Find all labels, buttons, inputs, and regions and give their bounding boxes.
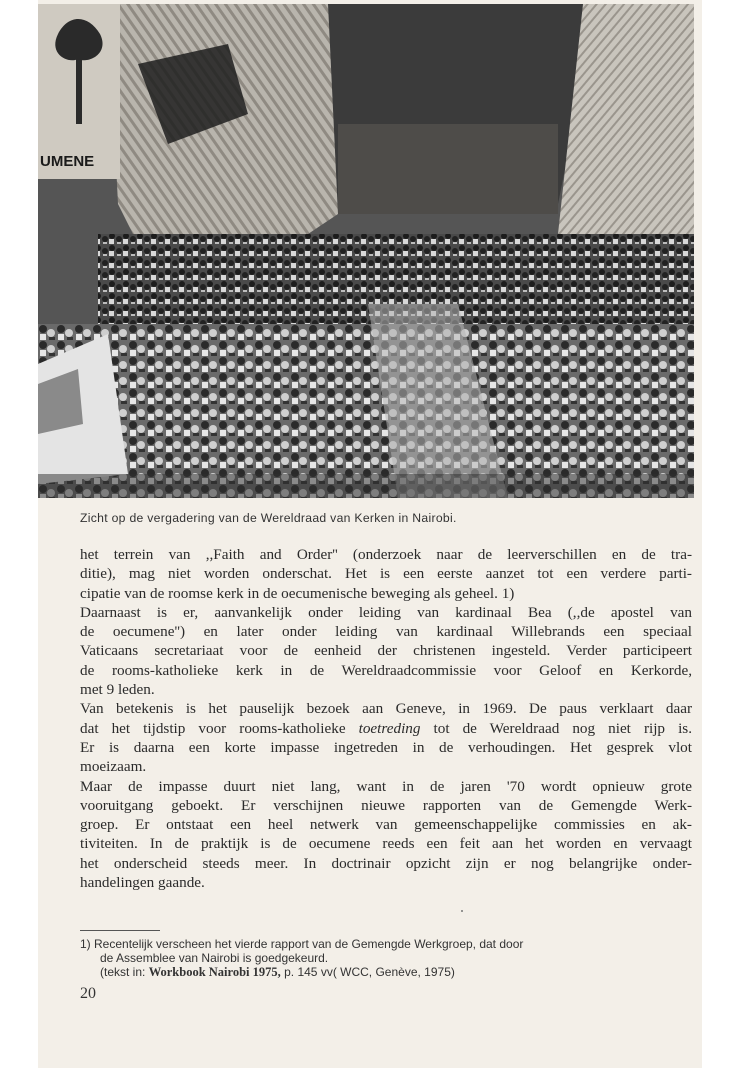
stray-dot	[461, 910, 463, 912]
body-line: Van betekenis is het pauselijk bezoek aan Geneve, in 1969. De paus verklaart daar	[80, 700, 692, 718]
body-line: handelingen gaande.	[80, 874, 205, 892]
emphasis-term: toetreding	[358, 719, 421, 737]
body-line: de oecumene'') en later onder leiding van kardinaal Willebrands een speciaal	[80, 623, 692, 641]
assembly-photo	[38, 4, 694, 498]
footnote-divider	[80, 930, 160, 931]
footnote-line-2: de Assemblee van Nairobi is goedgekeurd.	[100, 951, 329, 965]
page-number: 20	[80, 985, 96, 1002]
body-line: Daarnaast is er, aanvankelijk onder leiding van kardinaal Bea (,,de apostel van	[80, 603, 692, 621]
banner-text: UMENE	[40, 153, 95, 170]
body-line: Er is daarna een korte impasse ingetreden in de verhoudingen. Het gesprek vlot	[80, 738, 692, 756]
body-line: tiviteiten. In de praktijk is de oecumene reeds een feit aan het worden en vervaagt	[80, 835, 692, 853]
footnote-title: Workbook Nairobi 1975,	[148, 965, 281, 979]
footnote-post: p. 145 vv( WCC, Genève, 1975)	[280, 965, 455, 979]
body-line: met 9 leden.	[80, 681, 155, 699]
photo-caption: Zicht op de vergadering van de Wereldraad van Kerken in Nairobi.	[80, 511, 457, 525]
body-line: ditie), mag niet worden onderschat. Het is een eerste aanzet tot een verdere parti-	[80, 565, 692, 583]
body-text	[80, 545, 692, 892]
footnote-line-1: 1) Recentelijk verscheen het vierde rapport van de Gemengde Werkgroep, dat door	[80, 937, 524, 951]
body-line: Maar de impasse duurt niet lang, want in de jaren '70 wordt opnieuw grote	[80, 777, 692, 795]
footnote-pre: (tekst in:	[100, 965, 149, 979]
photo-illustration	[38, 4, 694, 498]
body-line: groep. Er ontstaat een heel netwerk van gemeenschappelijke commissies en ak-	[80, 816, 692, 834]
body-line: vooruitgang geboekt. Er verschijnen nieuwe rapporten van de Gemengde Werk-	[80, 796, 692, 814]
body-line: moeizaam.	[80, 758, 147, 776]
footnotes	[80, 937, 692, 979]
body-line: de rooms-katholieke kerk in de Wereldraadcommissie voor Geloof en Kerkorde,	[80, 661, 692, 679]
body-line-post: tot de Wereldraad nog niet rijp is.	[420, 719, 692, 737]
body-line-pre: dat het tijdstip voor rooms-katholieke	[80, 719, 359, 737]
body-line	[80, 719, 692, 738]
body-line: het terrein van ,,Faith and Order'' (onderzoek naar de leerverschillen en de tra-	[80, 546, 692, 563]
footnote-line-3	[80, 965, 692, 979]
body-line: het onderscheid steeds meer. In doctrinair opzicht zijn er nog belangrijke onder-	[80, 854, 692, 872]
document-page	[38, 0, 702, 1068]
body-line: cipatie van de roomse kerk in de oecumenische beweging als geheel. 1)	[80, 584, 515, 602]
body-line: Vaticaans secretariaat voor de eenheid der christenen ingesteld. Verder participeert	[80, 642, 692, 660]
